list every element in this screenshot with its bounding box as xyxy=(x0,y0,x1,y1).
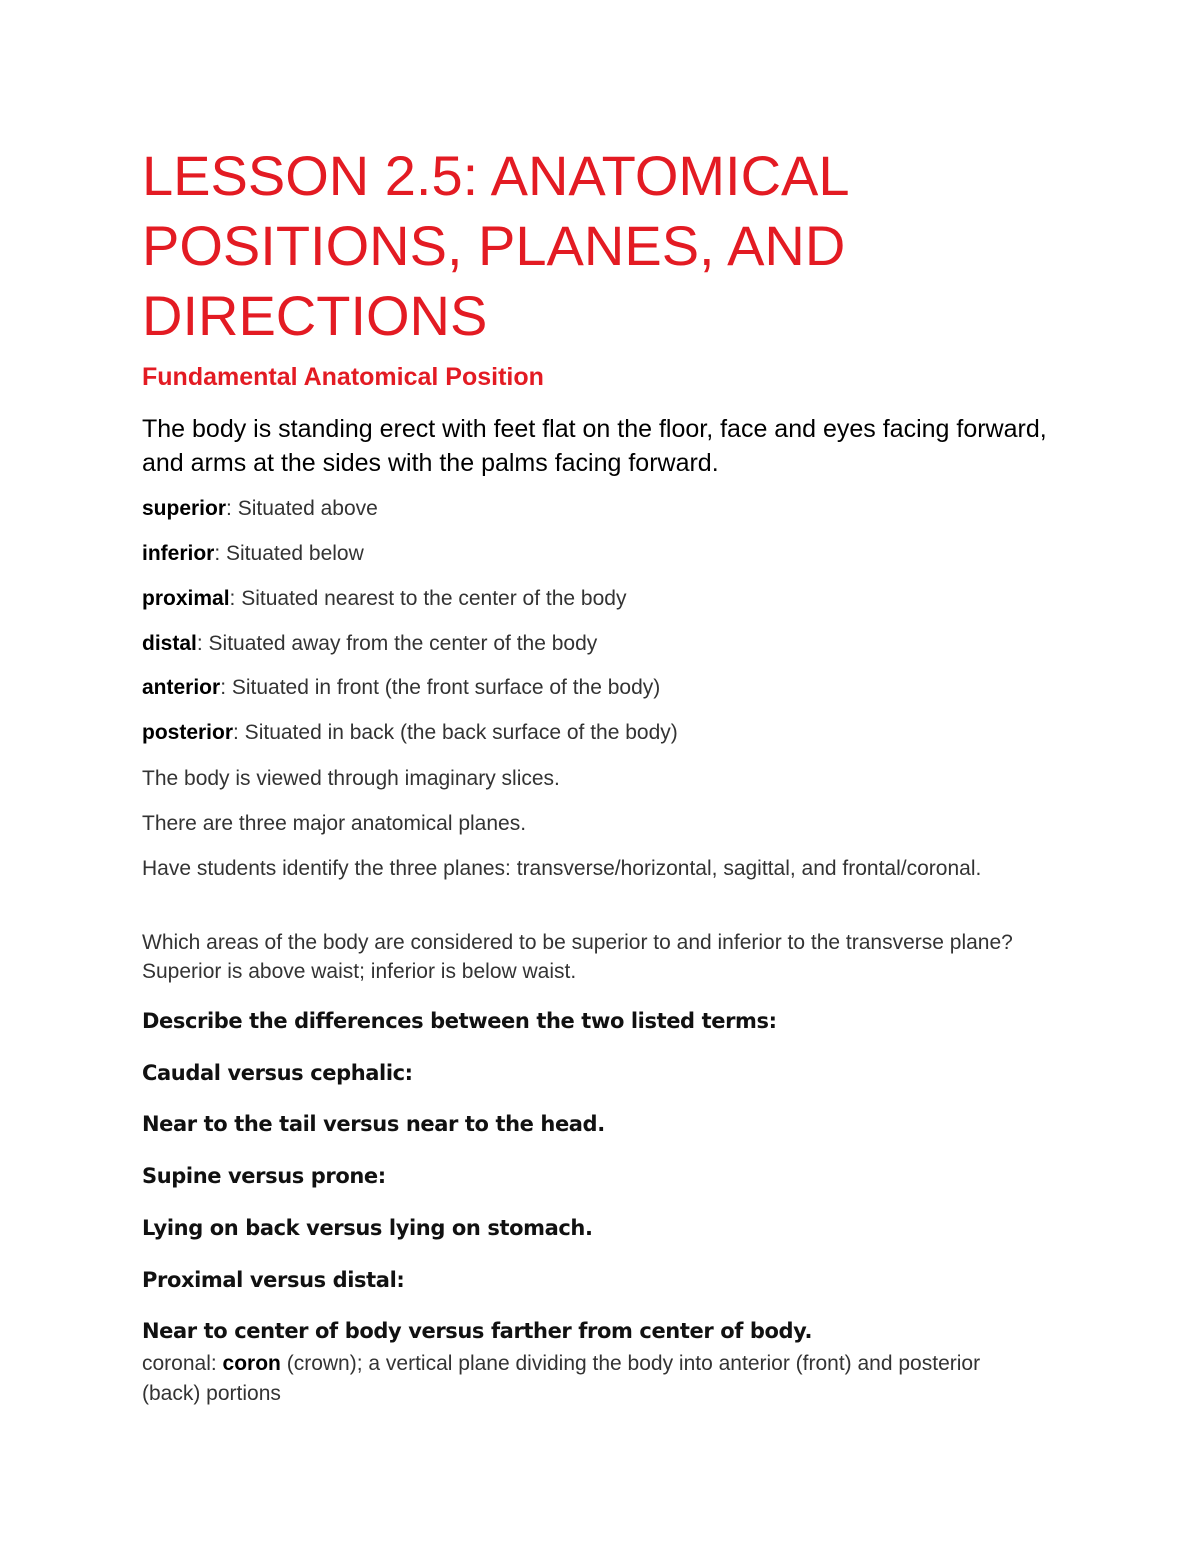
definition-text: : Situated in back (the back surface of the body) xyxy=(233,721,678,744)
comparison-question: Proximal versus distal: xyxy=(142,1268,405,1292)
definition-text: : Situated nearest to the center of the body xyxy=(229,587,627,610)
comparison-answer: Lying on back versus lying on stomach. xyxy=(142,1216,593,1240)
comparison-question: Supine versus prone: xyxy=(142,1164,386,1188)
definition-text: : Situated in front (the front surface of the body) xyxy=(220,676,661,699)
definition-term: distal xyxy=(142,632,197,655)
comparison-question: Caudal versus cephalic: xyxy=(142,1061,413,1085)
coronal-text: (crown); a vertical plane dividing the body into anterior (front) and posterior (back) portions xyxy=(142,1352,981,1405)
note-three-planes: There are three major anatomical planes. xyxy=(142,812,527,835)
definition-anterior xyxy=(142,675,660,701)
comparison-answer: Near to the tail versus near to the head. xyxy=(142,1112,605,1136)
definition-term: superior xyxy=(142,497,227,520)
definition-text: : Situated away from the center of the body xyxy=(196,632,598,655)
definition-posterior xyxy=(142,720,678,746)
anatomical-position-description: The body is standing erect with feet flat on the floor, face and eyes facing forward, and arms at the sides with the palms facing forward. xyxy=(142,415,1047,477)
section-heading: Fundamental Anatomical Position xyxy=(142,363,544,391)
note-identify-planes: Have students identify the three planes: transverse/horizontal, sagittal, and frontal/coronal. xyxy=(142,857,982,880)
definition-term: proximal xyxy=(142,587,230,610)
comparison-answer: Near to center of body versus farther from center of body. xyxy=(142,1319,813,1343)
coronal-prefix: coronal: xyxy=(142,1352,223,1375)
definition-text: : Situated below xyxy=(214,542,364,565)
definition-inferior xyxy=(142,541,364,567)
definition-term: posterior xyxy=(142,721,234,744)
definition-proximal xyxy=(142,586,626,612)
comparison-prompt: Describe the differences between the two listed terms: xyxy=(142,1009,777,1033)
note-transverse-question: Which areas of the body are considered to be superior to and inferior to the transverse plane? Superior is above waist; inferior is below waist. xyxy=(142,931,1013,983)
definition-term: anterior xyxy=(142,676,221,699)
definition-superior xyxy=(142,496,378,522)
note-imaginary-slices: The body is viewed through imaginary slices. xyxy=(142,767,560,790)
coronal-root-term: coron xyxy=(222,1352,281,1375)
lesson-title: LESSON 2.5: ANATOMICAL POSITIONS, PLANES, AND DIRECTIONS xyxy=(142,144,848,347)
definition-term: inferior xyxy=(142,542,215,565)
definition-distal xyxy=(142,631,597,657)
coronal-definition xyxy=(142,1349,1022,1409)
definition-text: : Situated above xyxy=(226,497,378,520)
